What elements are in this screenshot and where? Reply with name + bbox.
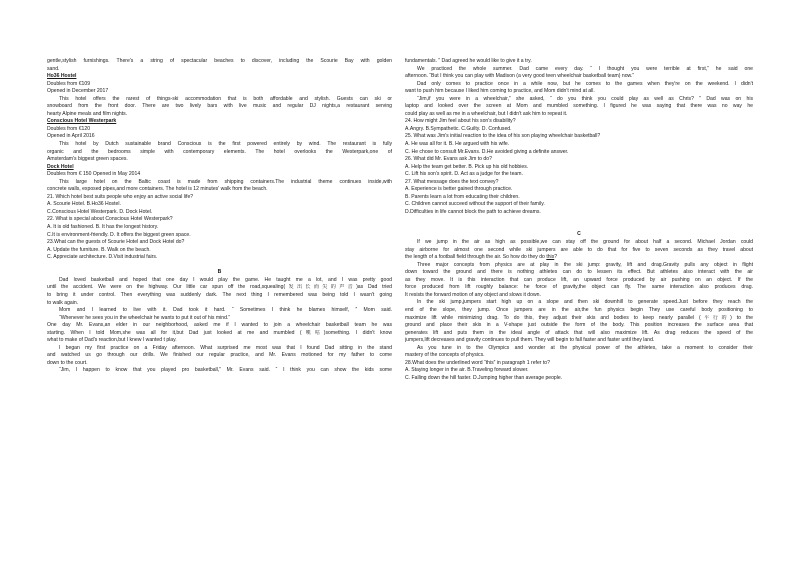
text-line: what to make of Dad's reaction,but I knew I wanted t play. bbox=[47, 337, 177, 344]
text-line: force produced from lift roughly balance: he force of gravity,the object can fly. The same interaction also produces drag. bbox=[405, 284, 753, 291]
text-line: “Whenever he sees you in the wheelchair he wants to put it out of his mind.” bbox=[59, 314, 231, 321]
text-line: Doubles from € 150 Opened in May 2014 bbox=[47, 171, 141, 178]
text-line: 26. What did Mr. Evans ask Jim to do? bbox=[405, 156, 492, 163]
text-line: C. Lift his son's spirit. D. Act as a judge for the team. bbox=[405, 171, 523, 178]
text-line: sand. bbox=[47, 65, 60, 72]
text-line: want to push him because I liked him coming to practice, and Mom didn't mind at all. bbox=[405, 88, 595, 95]
text-line: This large hotel on the Baltic coast is made from shipping containers.The industrial theme continues inside,with bbox=[59, 178, 392, 185]
text-line: Three major concepts from physics are at play in the ski jump: gravity, lift and drag.Gravity pulls any object in flight bbox=[417, 261, 753, 268]
text-line: stay airborne for almost one second while ski jumpers are able to do that for five to seven seconds as they travel about bbox=[405, 246, 753, 253]
hotel-heading: Dock Hotel bbox=[47, 163, 74, 170]
text-line: This hotel by Dutch sustainable brand Conscious is the first powered entirely by wind. The restaurant is fully bbox=[59, 141, 392, 148]
text-line: We practiced the whole summer. Dad came every day. “ I thought you were terrible at first,” he said one bbox=[417, 65, 753, 72]
text-line: “Jim,if you were in a wheelchair,” she asked, “ do you think you could play as well as Chris? ” Dad was on his bbox=[417, 95, 753, 102]
right-column bbox=[405, 58, 753, 382]
left-column bbox=[47, 58, 392, 375]
text-line: concrete walls, exposed pipes,and more containers. The hotel is 12 minutes' walk from the beach. bbox=[47, 186, 268, 193]
text-line: A.Angry. B.Sympathetic. C.Guilty. D. Confused. bbox=[405, 125, 512, 132]
text-line: A. It is old fashioned. B. It has the longest history. bbox=[47, 224, 159, 231]
text-line: starting. When I told Mom,she was all for it,but Dad just looked at me and mumbled (嘆咕)something. I didn't know bbox=[47, 329, 392, 336]
text-line: ground and place their skis in a V-shape just outside the form of the body. This position increases the surface area that bbox=[405, 322, 753, 329]
hotel-heading: Ho36 Hostel bbox=[47, 73, 77, 80]
text-line: the length of a football field through the air. So how do they do this? bbox=[405, 254, 558, 261]
text-line: down to the court. bbox=[47, 359, 88, 366]
section-heading: B bbox=[217, 269, 222, 276]
text-line: Opened in December 2017 bbox=[47, 88, 109, 95]
text-line: B. Parents learn a lot from educating their children. bbox=[405, 193, 520, 200]
text-line: C. Appreciate architecture. D.Visit industrial fairs. bbox=[47, 254, 158, 261]
underlined-word: this bbox=[546, 254, 555, 261]
text-line: laptop and looked over the screen at Mom and mumbled something. I figured he was saying that there was no way he bbox=[405, 103, 753, 110]
text-line: A. Staying longer in the air. B.Traveling forward slower. bbox=[405, 367, 529, 374]
text-line: One day Mr. Evans,an elder in our neighborhood, asked me if I wanted to join a wheelchair basketball team he was bbox=[47, 322, 392, 329]
text-line: C. Falling down the hill faster. D.Jumping higher than average people. bbox=[405, 374, 563, 381]
text-line: mastery of the concepts of physics. bbox=[405, 352, 485, 359]
text-line: until the accident. We were on the highway. Our little car spun off the road,squealing(发出长而尖的声音)as Dad tried bbox=[47, 284, 392, 291]
text-line: Doubles from €109 bbox=[47, 80, 91, 87]
spacer bbox=[47, 262, 392, 270]
text-line: 25. What was Jim's initial reaction to the idea of his son playing wheelchair basketball? bbox=[405, 133, 601, 140]
text-line: Dad only comes to practice once in a while now, but he comes to the games when they're on the weekend. I didn't bbox=[417, 80, 753, 87]
section-heading: C bbox=[577, 231, 581, 238]
text-line: In the ski jump,jumpers start high up on a slope and then ski downhill to generate speed.Just before they reach the bbox=[417, 299, 753, 306]
text-line: fundamentals. ” Dad agreed he would like to give it a try. bbox=[405, 58, 532, 64]
text-line: as they move. It is this interaction that can produce lift, an upward force produced by air pushing on an object. If the bbox=[405, 276, 753, 283]
text-line: A. Scourie Hotel. B.Ho36 Hostel. bbox=[47, 201, 121, 208]
text-line: Mom and I learned to live with it. Dad took it hard. “ Sometimes I think he blames himself, ” Mom said. bbox=[59, 307, 392, 314]
text-line: 24. How might Jim feel about his son's disability? bbox=[405, 118, 516, 125]
hotel-heading: Conscious Hotel Westerpark bbox=[47, 118, 117, 125]
text-line: gentle,stylish furnishings. There's a string of spectacular beaches to discover, including the Scourie Bay with golden bbox=[47, 58, 392, 64]
text-line: hearty Alpine meals and film nights. bbox=[47, 110, 128, 117]
text-line: Doubles from €120 bbox=[47, 125, 91, 132]
text-line: C. Children cannot succeed without the support of their family. bbox=[405, 201, 545, 208]
text-line: jumpers,lift decreases and gravity continues to pull them. They will begin to fall faster and faster until they land. bbox=[405, 337, 655, 344]
text-line: I began my first practice on a Friday afternoon. What surprised me most was that I found Dad sitting in the stand bbox=[59, 344, 392, 351]
text-line: As you tune in to the Olympics and wonder at the physical power of the athletes, take a moment to consider their bbox=[417, 344, 753, 351]
text-line: 22. What is special about Conscious Hotel Westerpark? bbox=[47, 216, 173, 223]
text-line: organic and the bedrooms simple with contemporary elements. The hotel overlooks the Westerpark,one of bbox=[47, 148, 392, 155]
text-line: Dad loved basketball and hoped that one day I would play the game. He taught me a lot, and I was pretty good bbox=[59, 276, 392, 283]
spacer bbox=[405, 216, 753, 231]
text-line: 23.What can the guests of Scourie Hotel and Dock Hotel do? bbox=[47, 239, 185, 246]
text-line: to walk again. bbox=[47, 299, 79, 306]
text-line: This hotel offers the rarest of things-ski accommodation that is both affordable and stylish. Guests can ski or bbox=[59, 95, 392, 102]
text-line: C.Conscious Hotel Westerpark. D. Dock Hotel. bbox=[47, 208, 153, 215]
text-line: If we jump in the air as high as possible,we can stay off the ground for about half a second. Michael Jordan could bbox=[417, 239, 753, 246]
text-line: D.Difficulties in life cannot block the path to achieve dreams. bbox=[405, 208, 541, 215]
text-line: generates lift and puts them in the ideal angle of attack that will also maximize lift. As drag reduces the speed of the bbox=[405, 329, 753, 336]
text-line: afternoon. “But I think you can play with Madison (a very good teen wheelchair basketball team) now.” bbox=[405, 73, 635, 80]
text-line: could play as well as me in a wheelchair, but I didn't ask him to repeat it. bbox=[405, 110, 568, 117]
text-line: and watched us go through our drills. We finished our regular practice, and Mr. Evans motioned for my father to come bbox=[47, 352, 392, 359]
text-line: 28.What does the underlined word “this” in paragraph 1 refer to? bbox=[405, 359, 550, 366]
text-line: to bring it under control. Then everything was suddenly dark. The next thing I remembered was being told I wasn't going bbox=[47, 291, 392, 298]
text-line: maximize lift while minimizing drag. To do this, they adjust their skis and bodies to keep nearly parallel (平行的) to the bbox=[405, 314, 753, 321]
text-line: A. Update the furniture. B. Walk on the beach. bbox=[47, 246, 151, 253]
text-line: down toward the ground and there is nothing athletes can do to lessen its effect. But athletes also interact with the air bbox=[405, 269, 753, 276]
text-line: A. Experience is better gained through practice. bbox=[405, 186, 513, 193]
text-line: It resists the forward motion of any object and slows it down. bbox=[405, 291, 541, 298]
text-line: 27. What message does the text convey? bbox=[405, 178, 499, 185]
text-line: C.It is environment-friendly. D. It offers the biggest green space. bbox=[47, 231, 191, 238]
text-line: Opened in April 2016 bbox=[47, 133, 95, 140]
text-line: 21. Which hotel best suits people who enjoy an active social life? bbox=[47, 193, 194, 200]
text-line: A. Help the team get better. B. Pick up his old hobbies. bbox=[405, 163, 529, 170]
text-line: A. He was all for it. B. He argued with his wife. bbox=[405, 141, 510, 148]
text-line: “Jim, I happen to know that you played pro basketball,” Mr. Evans said. “ I think you can show the kids some bbox=[59, 367, 392, 374]
text-line: end of the slope, they jump. Once jumpers are in the air,the fun physics begin They use careful body positioning to bbox=[405, 306, 753, 313]
text-line: Amsterdam's biggest green spaces. bbox=[47, 156, 128, 163]
text-line: snowboard from the front door. There are two lively bars with live music and regular DJ nights,a restaurant serving bbox=[47, 103, 392, 110]
text-line: C. He chose to consult Mr.Evans. D.He avoided giving a definite answer. bbox=[405, 148, 569, 155]
